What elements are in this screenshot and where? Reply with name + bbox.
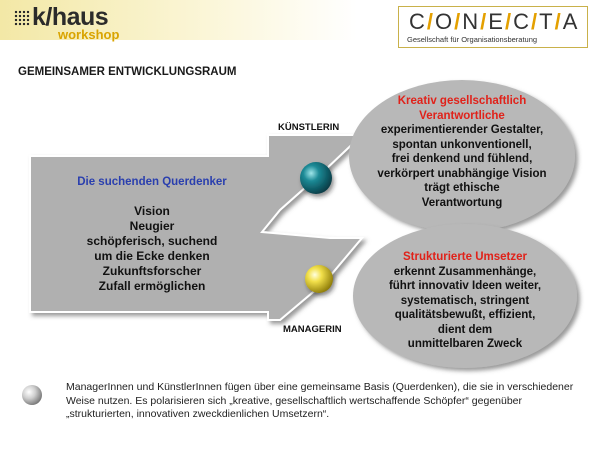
khaus-logo: k/haus — [32, 3, 109, 31]
conecta-slash: / — [426, 9, 436, 34]
top-ellipse-line: verkörpert unabhängige Vision — [377, 167, 547, 180]
bottom-ellipse-line: dient dem — [437, 323, 493, 336]
top-ellipse-line: Verantwortung — [421, 196, 503, 209]
top-ellipse-line: experimentierender Gestalter, — [380, 124, 544, 136]
top-ellipse-title: Verantwortliche — [419, 109, 505, 122]
bottom-ellipse-line: führt innovativ Ideen weiter, — [388, 280, 542, 292]
bottom-ellipse-text — [365, 250, 565, 352]
conecta-letter: E — [488, 9, 505, 34]
left-shape-list — [52, 204, 252, 294]
conecta-letter: C — [409, 9, 427, 34]
label-kuenstlerin: KÜNSTLERIN — [278, 122, 340, 133]
left-shape-line: Zukunftsforscher — [102, 264, 202, 278]
conecta-slash: / — [454, 9, 463, 34]
khaus-logo-sub: workshop — [58, 27, 120, 42]
label-managerin: MANAGERIN — [283, 324, 342, 335]
left-shape-line: Vision — [134, 204, 170, 218]
left-shape-title: Die suchenden Querdenker — [77, 176, 227, 188]
left-shape-line: um die Ecke denken — [94, 249, 210, 263]
bottom-ellipse-line: erkennt Zusammenhänge, — [393, 265, 537, 278]
conecta-letter: A — [562, 9, 580, 34]
left-shape-line: Zufall ermöglichen — [98, 279, 206, 293]
conecta-slash: / — [554, 9, 563, 34]
top-ellipse-text — [362, 94, 562, 210]
conecta-slash: / — [480, 9, 489, 34]
conecta-letter: N — [462, 9, 481, 34]
yellow-sphere-icon — [305, 265, 333, 293]
conecta-logo-sub: Gesellschaft für Organisationsberatung — [407, 35, 538, 44]
top-ellipse-line: spontan unkonventionell, — [392, 138, 532, 151]
teal-sphere-icon — [300, 162, 332, 194]
bottom-ellipse-line: qualitätsbewußt, effizient, — [394, 309, 536, 321]
top-ellipse-line: trägt ethische — [424, 182, 500, 194]
left-shape-line: schöpferisch, suchend — [86, 234, 218, 248]
bottom-ellipse-line: unmittelbaren Zweck — [407, 338, 523, 350]
top-ellipse-line: frei denkend und fühlend, — [391, 153, 533, 165]
silver-sphere-bullet-icon — [22, 385, 42, 405]
bottom-ellipse-title: Strukturierte Umsetzer — [403, 251, 527, 263]
conecta-letter: O — [435, 9, 455, 34]
conecta-slash: / — [530, 9, 540, 34]
conecta-letter: C — [513, 9, 531, 34]
top-ellipse-title: Kreativ gesellschaftlich — [397, 95, 527, 107]
page-title: GEMEINSAMER ENTWICKLUNGSRAUM — [18, 66, 237, 78]
conecta-letter: T — [539, 9, 555, 34]
footer-text: ManagerInnen und KünstlerInnen fügen über eine gemeinsame Basis (Querdenken), die sie in verschiedener Weise nutzen. Es polarisieren sich „kreative, gesellschaftlich wertschaffende Schöpfer“ gegenüber „strukturierten, innovativen zweckdienlichen Umsetzern“. — [66, 381, 574, 420]
conecta-slash: / — [504, 9, 514, 34]
left-shape-line: Neugier — [129, 219, 175, 233]
bottom-ellipse-line: systematisch, stringent — [400, 294, 530, 307]
